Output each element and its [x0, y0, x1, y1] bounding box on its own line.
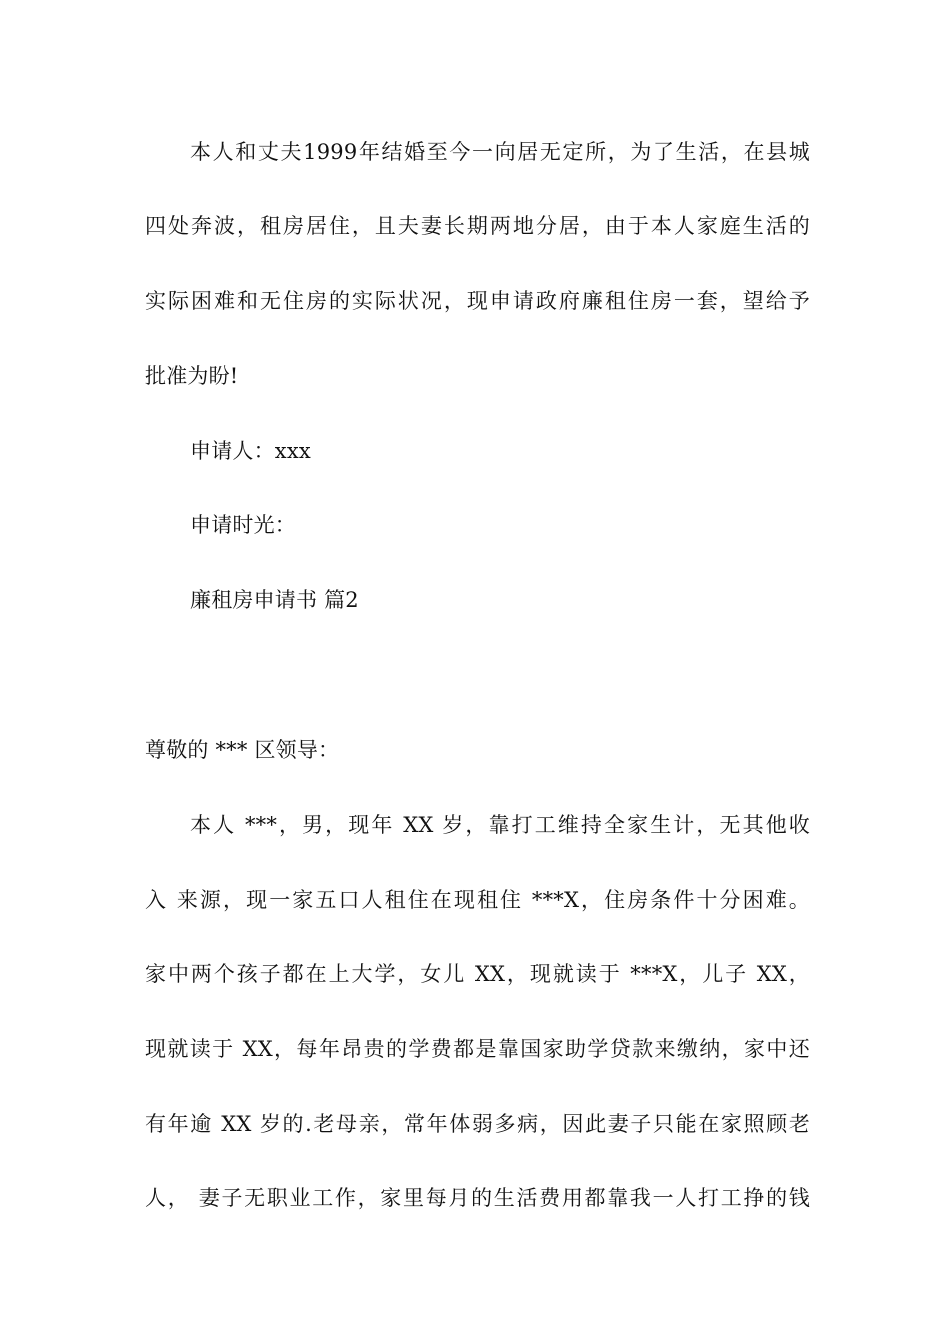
- paragraph-2-line-1: 本人 ***，男，现年 XX 岁，靠打工维持全家生计，无其他收: [190, 813, 810, 837]
- article-2-title: 廉租房申请书 篇2: [190, 588, 359, 612]
- paragraph-2-line-5: 有年逾 XX 岁的.老母亲，常年体弱多病，因此妻子只能在家照顾老: [145, 1112, 810, 1136]
- paragraph-2-line-6: 人， 妻子无职业工作，家里每月的生活费用都靠我一人打工挣的钱: [145, 1186, 810, 1210]
- applicant-line: 申请人：xxx: [190, 439, 311, 463]
- paragraph-1-line-2: 四处奔波，租房居住，且夫妻长期两地分居，由于本人家庭生活的: [145, 214, 810, 238]
- paragraph-1-line-1: 本人和丈夫1999年结婚至今一向居无定所，为了生活，在县城: [190, 140, 810, 164]
- date-line: 申请时光：: [190, 513, 296, 537]
- paragraph-2-line-4: 现就读于 XX，每年昂贵的学费都是靠国家助学贷款来缴纳，家中还: [145, 1037, 810, 1061]
- paragraph-1-line-4: 批准为盼!: [145, 364, 239, 388]
- paragraph-2-line-3: 家中两个孩子都在上大学，女儿 XX，现就读于 ***X，儿子 XX，: [145, 962, 810, 986]
- paragraph-1-line-3: 实际困难和无住房的实际状况，现申请政府廉租住房一套，望给予: [145, 289, 810, 313]
- paragraph-2-line-2: 入 来源，现一家五口人租住在现租住 ***X，住房条件十分困难。: [145, 888, 810, 912]
- salutation: 尊敬的 *** 区领导：: [145, 738, 340, 762]
